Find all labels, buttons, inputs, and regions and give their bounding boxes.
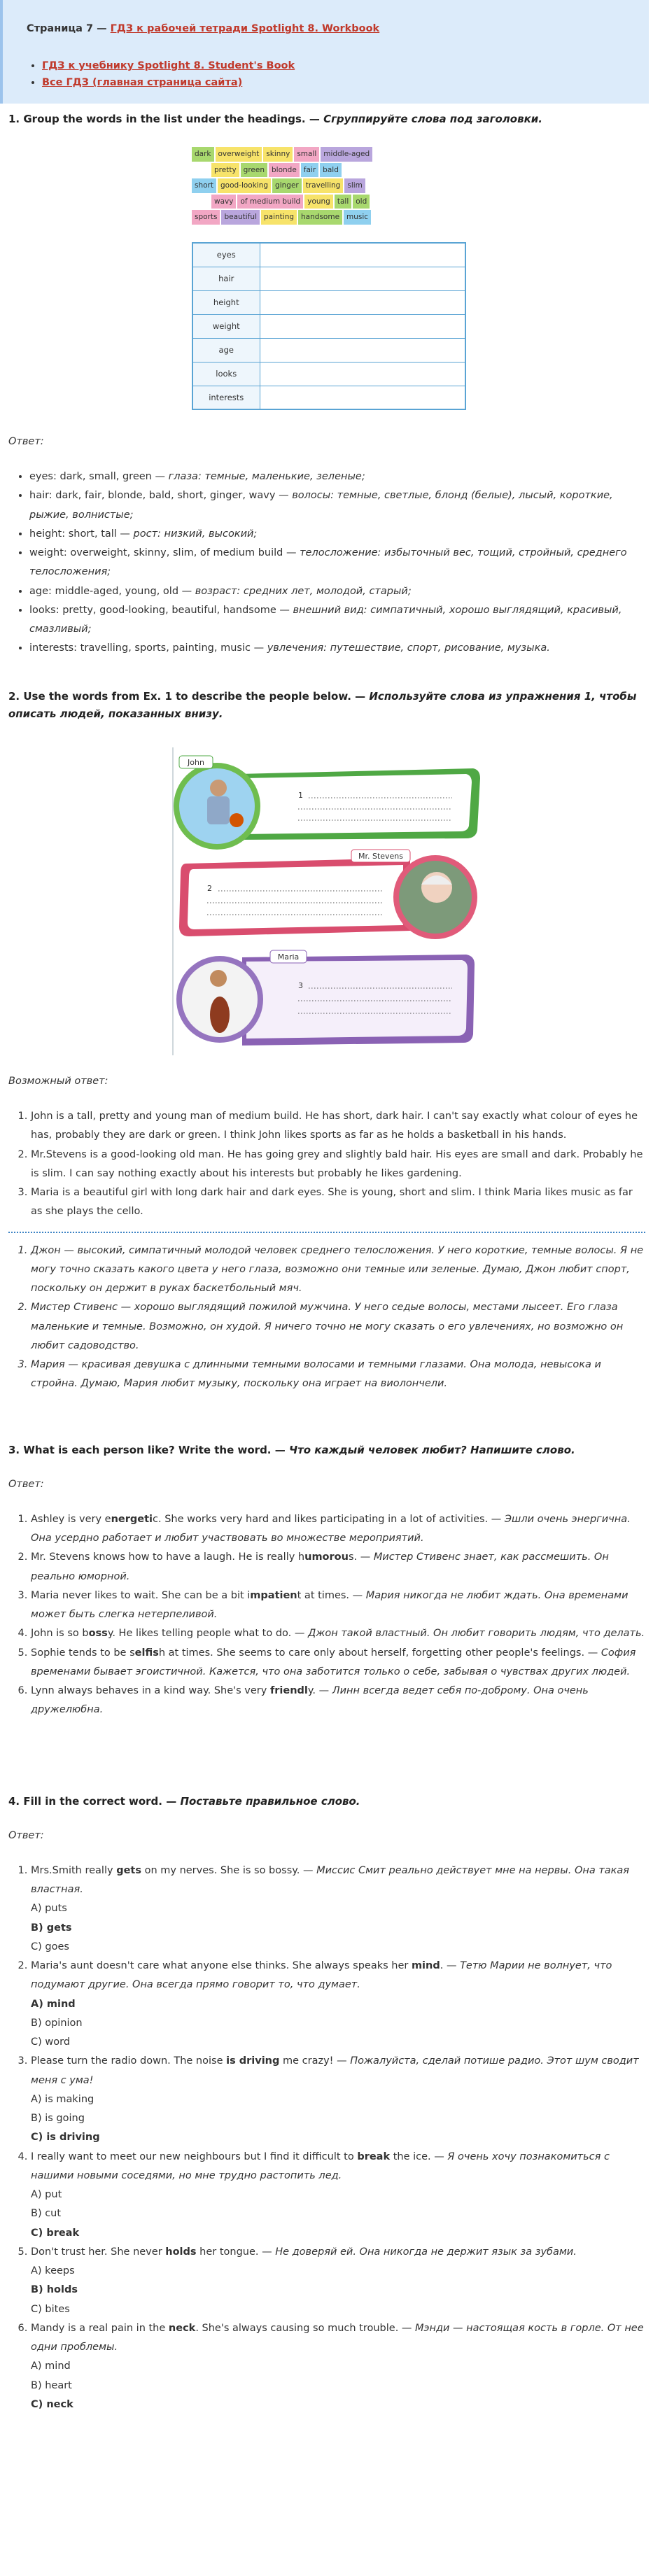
sentence-end: t at times. —	[297, 1589, 366, 1601]
word-chip: blonde	[269, 163, 300, 178]
divider	[8, 1232, 645, 1233]
word-chip: beautiful	[221, 210, 260, 225]
sentence-start: Mr. Stevens knows how to have a laugh. He is really h	[31, 1551, 305, 1563]
list-item	[31, 2243, 645, 2319]
word-chip: pretty	[211, 163, 239, 178]
sentence-end: . She's always causing so much trouble. —	[195, 2322, 416, 2334]
heading-cell: height	[192, 290, 260, 314]
answer-word: friendl	[269, 1685, 308, 1697]
list-item: 1. John is a tall, pretty and young man of medium build. He has short, dark hair. I can't say exactly what colour of eyes he has, probably they are dark or green. I think John likes sports as far as he holds a basketball in his hands.	[31, 1107, 645, 1146]
sentence-end: y. He likes telling people what to do. —	[107, 1628, 308, 1640]
list-item	[31, 2052, 645, 2147]
answer-word: neck	[168, 2322, 196, 2334]
translation: Мистер Стивенс знает, как рассмешить. Он реально юморной.	[31, 1551, 609, 1582]
word-row	[211, 163, 469, 179]
blank-cell[interactable]	[260, 290, 465, 314]
word-chip: old	[353, 195, 370, 209]
word-chip: wavy	[211, 195, 236, 209]
maria-label: Maria	[277, 952, 300, 962]
nav-links	[42, 58, 636, 92]
word-row	[211, 195, 469, 211]
answer-label: Ответ:	[8, 436, 44, 447]
top-nav-box	[0, 0, 649, 104]
translation: Я очень хочу познакомиться с нашими новыми соседями, но мне трудно растопить лед.	[31, 2151, 610, 2181]
answer-en: eyes: dark, small, green —	[29, 471, 169, 483]
word-chip: dark	[192, 147, 214, 162]
translation: София временами бывает эгоистичной. Кажется, что она заботится только о себе, забывая о чувствах других людей.	[31, 1647, 636, 1677]
sentence-start: Mrs.Smith really	[31, 1864, 117, 1876]
list-item	[31, 1644, 645, 1682]
list-item	[29, 525, 645, 544]
answer-ru: глаза: темные, маленькие, зеленые;	[168, 471, 365, 483]
sentence-end: s. —	[348, 1551, 374, 1563]
sentence-start: I really want to meet our new neighbours but I find it difficult to	[31, 2151, 358, 2162]
heading-cell: looks	[192, 362, 260, 386]
sentence-start: Maria never likes to wait. She can be a bit i	[31, 1589, 251, 1601]
heading-row	[192, 386, 465, 409]
ex1-task: 1. Group the words in the list under the headings. — Сгруппируйте слова под заголовки.	[8, 113, 542, 125]
option: A) is making	[31, 2093, 94, 2105]
sentence-start: Ashley is very e	[31, 1513, 111, 1525]
ex2-en-list	[31, 1107, 645, 1222]
answer-word: holds	[165, 2246, 197, 2258]
answer-word: mind	[411, 1960, 440, 1972]
nav-link-item	[42, 75, 636, 92]
heading-row	[192, 290, 465, 314]
option: B) opinion	[31, 2017, 83, 2029]
word-chip: of medium build	[237, 195, 303, 209]
answer-en: interests: travelling, sports, painting, music —	[29, 642, 267, 654]
blank-cell[interactable]	[260, 338, 465, 362]
sentence-end: c. She works very hard and likes participating in a lot of activities. —	[153, 1513, 505, 1525]
ex3-task: 3. What is each person like? Write the word. — Что каждый человек любит? Напишите слово.	[8, 1444, 575, 1456]
list-item: 2. Mr.Stevens is a good-looking old man. He has going grey and slightly bald hair. His eyes are small and dark. Probably he is slim. I can say nothing exactly about his interests but probably he likes gardening.	[31, 1146, 645, 1184]
word-chip: middle-aged	[321, 147, 372, 162]
answer-ru: волосы: темные, светлые, блонд (белые), лысый, короткие, рыжие, волнистые;	[29, 490, 613, 521]
ex3-answer-list	[31, 1510, 645, 1720]
word-list-box	[192, 147, 469, 226]
word-chip: young	[304, 195, 333, 209]
sentence-start: Please turn the radio down. The noise	[31, 2055, 227, 2067]
heading-cell: eyes	[192, 243, 260, 267]
ex2-heading	[8, 688, 645, 723]
word-chip: sports	[192, 210, 220, 225]
list-item	[31, 1682, 645, 1720]
option: A) mind	[31, 2360, 71, 2372]
list-item: 1. Джон — высокий, симпатичный молодой человек среднего телосложения. У него короткие, темные волосы. Я не могу точно сказать какого цвета у него глаза, возможно они темные или зеленые. Думаю, Джон любит спорт, поскольку он держит в руках баскетбольный мяч.	[31, 1241, 645, 1299]
ex2-ru-list	[31, 1241, 645, 1394]
sentence-start: Lynn always behaves in a kind way. She's very	[31, 1685, 270, 1697]
answer-word: mpatien	[250, 1589, 297, 1601]
answer-ru: внешний вид: симпатичный, хорошо выглядящий, красивый, смазливый;	[29, 604, 622, 635]
sentence-end: me crazy! —	[279, 2055, 351, 2067]
heading-cell: hair	[192, 267, 260, 290]
word-chip: overweight	[216, 147, 262, 162]
sentence-start: Maria's aunt doesn't care what anyone else thinks. She always speaks her	[31, 1960, 412, 1972]
heading-row	[192, 338, 465, 362]
sentence-end: her tongue. —	[196, 2246, 276, 2258]
word-chip: skinny	[263, 147, 293, 162]
word-chip: tall	[335, 195, 351, 209]
heading-row	[192, 362, 465, 386]
heading-row	[192, 243, 465, 267]
word-row	[192, 147, 469, 163]
answer-en: looks: pretty, good-looking, beautiful, handsome —	[29, 604, 293, 616]
option: C) bites	[31, 2303, 70, 2315]
translation: Мария никогда не любит ждать. Она временами может быть слегка нетерпеливой.	[31, 1589, 629, 1621]
answer-ru: телосложение: избыточный вес, тощий, стройный, среднего телосложения;	[29, 547, 627, 578]
list-item	[31, 1624, 645, 1643]
option: B) is going	[31, 2113, 85, 2125]
word-chip: painting	[261, 210, 297, 225]
blank-cell[interactable]	[260, 243, 465, 267]
sentence-start: Mandy is a real pain in the	[31, 2322, 169, 2334]
list-item	[29, 582, 645, 601]
list-item	[29, 467, 645, 486]
workbook-link[interactable]: ГДЗ к рабочей тетради Spotlight 8. Workbook	[110, 23, 380, 34]
translation: Тетю Марии не волнует, что подумают другие. Она всегда прямо говорит то, что думает.	[31, 1960, 612, 1991]
correct-option: C) break	[31, 2227, 80, 2239]
word-chip: handsome	[298, 210, 342, 225]
blank-cell[interactable]	[260, 267, 465, 290]
correct-option: B) holds	[31, 2284, 78, 2296]
answer-label: Возможный ответ:	[8, 1076, 108, 1087]
correct-option: C) is driving	[31, 2132, 100, 2144]
ex2-answer	[8, 1074, 645, 1394]
answer-ru: рост: низкий, высокий;	[133, 528, 258, 540]
option: B) heart	[31, 2379, 72, 2391]
heading-row	[192, 314, 465, 338]
answer-en: age: middle-aged, young, old —	[29, 585, 195, 597]
list-item	[31, 1861, 645, 1957]
option: A) keeps	[31, 2265, 75, 2277]
list-item	[31, 1957, 645, 2052]
answer-word: elfis	[134, 1647, 159, 1659]
list-item	[29, 639, 645, 658]
blank-cell[interactable]	[260, 314, 465, 338]
option: C) word	[31, 2036, 71, 2048]
headings-table	[192, 242, 466, 410]
answer-label: Ответ:	[8, 1478, 44, 1490]
word-chip: small	[294, 147, 319, 162]
john-panel	[242, 774, 472, 834]
maria-panel	[246, 960, 468, 1039]
people-illustration	[172, 747, 486, 1055]
option: A) puts	[31, 1903, 67, 1915]
heading-row	[192, 267, 465, 290]
students-book-link[interactable]: ГДЗ к учебнику Spotlight 8. Student's Book	[42, 60, 295, 72]
word-chip: ginger	[272, 178, 302, 193]
home-link[interactable]: Все ГДЗ (главная страница сайта)	[42, 77, 243, 89]
word-chip: short	[192, 178, 216, 193]
list-item: 3. Мария — красивая девушка с длинными темными волосами и темными глазами. Она молода, невысока и стройна. Думаю, Мария любит музыку, поскольку она играет на виолончели.	[31, 1356, 645, 1394]
translation: Мэнди — настоящая кость в горле. От нее одни проблемы.	[31, 2322, 644, 2353]
translation: Не доверяй ей. Она никогда не держит язык за зубами.	[275, 2246, 577, 2258]
word-row	[192, 210, 469, 226]
sentence-end: the ice. —	[390, 2151, 448, 2162]
answer-word: oss	[88, 1628, 108, 1640]
word-chip: slim	[344, 178, 365, 193]
option: C) goes	[31, 1941, 69, 1952]
correct-option: C) neck	[31, 2398, 73, 2410]
nav-link-item	[42, 58, 636, 75]
answer-word: umorou	[304, 1551, 349, 1563]
sentence-start: John is so b	[31, 1628, 89, 1640]
heading-cell: age	[192, 338, 260, 362]
ex4-task: 4. Fill in the correct word. — Поставьте правильное слово.	[8, 1795, 360, 1808]
list-item	[31, 1548, 645, 1586]
answer-word: is driving	[226, 2055, 280, 2067]
answer-word: break	[357, 2151, 391, 2162]
sentence-end: y. —	[307, 1685, 332, 1697]
page-title-prefix: Страница 7 —	[27, 23, 111, 34]
stevens-panel	[188, 865, 403, 929]
list-item	[31, 2148, 645, 2243]
word-chip: travelling	[303, 178, 344, 193]
ex1-heading	[8, 111, 645, 128]
list-item	[31, 1586, 645, 1625]
john-num: 1	[298, 791, 303, 800]
answer-en: weight: overweight, skinny, slim, of medium build —	[29, 547, 300, 559]
sentence-end: h at times. She seems to care only about herself, forgetting other people's feelings. —	[158, 1647, 601, 1659]
list-item	[29, 486, 645, 525]
answer-en: hair: dark, fair, blonde, bald, short, ginger, wavy —	[29, 490, 293, 502]
list-item	[29, 601, 645, 640]
ex1-answer-list	[29, 467, 645, 659]
translation: Линн всегда ведет себя по-доброму. Она очень дружелюбна.	[31, 1685, 589, 1716]
answer-label: Ответ:	[8, 1829, 44, 1841]
word-chip: bald	[320, 163, 342, 178]
translation: Пожалуйста, сделай потише радио. Этот шум сводит меня с ума!	[31, 2055, 639, 2086]
word-chip: green	[241, 163, 267, 178]
ex2-task: 2. Use the words from Ex. 1 to describe the people below. — Используйте слова из упражнения 1, чтобы описать людей, показанных внизу.	[8, 690, 637, 720]
sentence-end: on my nerves. She is so bossy. —	[141, 1864, 317, 1876]
word-chip: good-looking	[218, 178, 271, 193]
maria-num: 3	[298, 981, 303, 990]
word-chip: fair	[301, 163, 318, 178]
ex1-answer	[8, 434, 645, 659]
answer-en: height: short, tall —	[29, 528, 134, 540]
sentence-end: . —	[440, 1960, 461, 1972]
correct-option: A) mind	[31, 1998, 76, 2010]
answer-word: nergeti	[111, 1513, 153, 1525]
heading-cell: interests	[192, 386, 260, 409]
heading-cell: weight	[192, 314, 260, 338]
john-label: John	[188, 758, 204, 767]
ex4-answer-list	[31, 1861, 645, 2414]
translation: Миссис Смит реально действует мне на нервы. Она такая властная.	[31, 1864, 630, 1896]
ex3	[8, 1442, 645, 1720]
sentence-start: Sophie tends to be s	[31, 1647, 135, 1659]
list-item: 3. Maria is a beautiful girl with long dark hair and dark eyes. She is young, short and slim. I think Maria likes music as far as she plays the cello.	[31, 1183, 645, 1222]
page-title	[27, 21, 636, 37]
list-item: 2. Мистер Стивенс — хорошо выглядящий пожилой мужчина. У него седые волосы, местами лысеет. Его глаза маленькие и темные. Возможно, он худой. Я ничего точно не могу сказать о его увлечениях, но возможно он любит садоводство.	[31, 1298, 645, 1356]
stevens-num: 2	[207, 884, 212, 893]
answer-word: gets	[116, 1864, 141, 1876]
blank-cell[interactable]	[260, 386, 465, 409]
list-item	[29, 544, 645, 582]
answer-ru: увлечения: путешествие, спорт, рисование, музыка.	[267, 642, 550, 654]
translation: Эшли очень энергична. Она усердно работает и любит участвовать во множестве мероприятий.	[31, 1513, 631, 1544]
word-chip: music	[344, 210, 371, 225]
word-row	[192, 178, 469, 195]
stevens-label: Mr. Stevens	[358, 852, 404, 861]
correct-option: B) gets	[31, 1922, 72, 1934]
translation: Джон такой властный. Он любит говорить людям, что делать.	[308, 1628, 645, 1640]
list-item	[31, 1510, 645, 1549]
answer-ru: возраст: средних лет, молодой, старый;	[195, 585, 412, 597]
ex4	[8, 1793, 645, 2414]
blank-cell[interactable]	[260, 362, 465, 386]
list-item	[31, 2319, 645, 2414]
option: A) put	[31, 2189, 62, 2201]
option: B) cut	[31, 2208, 62, 2220]
sentence-start: Don't trust her. She never	[31, 2246, 166, 2258]
